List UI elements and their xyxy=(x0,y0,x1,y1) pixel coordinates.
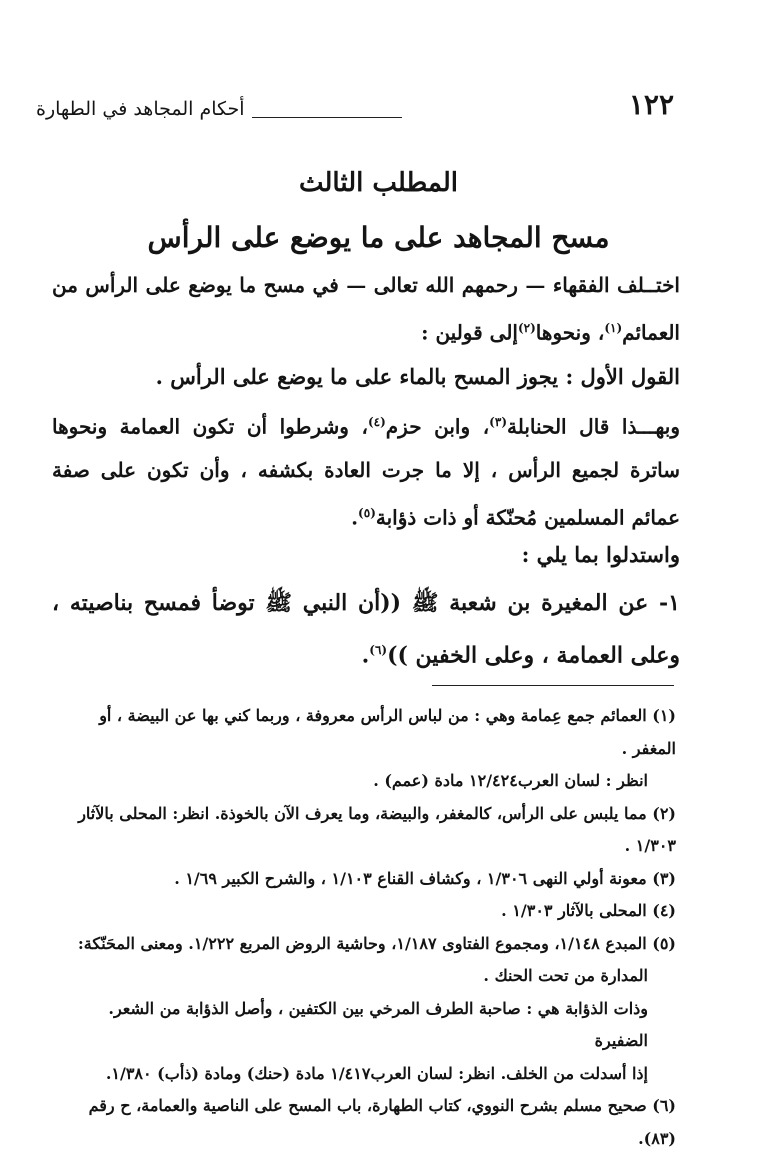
footnote-ref-3: (٣) xyxy=(489,415,507,429)
footnote-5-cont: المدارة من تحت الحنك . xyxy=(483,966,648,985)
paragraph-1-mid: ، ونحوها xyxy=(535,320,605,345)
section-label: المطلب الثالث xyxy=(298,168,459,198)
footnote-ref-6: (٦) xyxy=(369,643,388,657)
paragraph-3-d: . xyxy=(351,505,359,530)
paragraph-1-intro: اختــلف الفقهاء — رحمهم الله تعالى — في مسح ما يوضع على الرأس من العمائم xyxy=(52,273,680,345)
footnote-5-cont-3: إذا أسدلت من الخلف. انظر: لسان العرب١/٤١٧ مادة (حنك) ومادة (ذأب) ١/٣٨٠. xyxy=(105,1063,648,1083)
paragraph-4: واستدلوا بما يلي : xyxy=(521,542,680,567)
paragraph-3-a: وبهـــذا قال الحنابلة xyxy=(507,414,681,439)
paragraph-3 xyxy=(52,401,680,539)
page-header xyxy=(24,88,684,128)
paragraph-1 xyxy=(52,264,680,355)
footnote-6: (٦) صحيح مسلم بشرح النووي، كتاب الطهارة، باب المسح على الناصية والعمامة، ح رقم (٨٣). xyxy=(88,1096,676,1148)
section-title: مسح المجاهد على ما يوضع على الرأس xyxy=(147,221,610,254)
footnote-4: (٤) المحلى بالآثار ١/٣٠٣ . xyxy=(501,901,676,920)
footnote-3: (٣) معونة أولي النهى ١/٣٠٦ ، وكشاف القناع ١/١٠٣ ، والشرح الكبير ١/٦٩ . xyxy=(174,868,676,888)
footnote-rule xyxy=(432,685,674,686)
footnotes xyxy=(68,700,676,1155)
paragraph-2: القول الأول : يجوز المسح بالماء على ما يوضع على الرأس . xyxy=(155,364,680,389)
footnote-5: (٥) المبدع ١/١٤٨، ومجموع الفتاوى ١/١٨٧، وحاشية الروض المربع ١/٢٢٢. ومعنى المحَنّكة: xyxy=(77,933,676,953)
paragraph-5-a: ١- عن المغيرة بن شعبة ﷺ ((أن النبي ﷺ توضأ فمسح بناصيته ، وعلى العمامة ، وعلى الخفين )) xyxy=(52,590,680,669)
page-number: ١٢٢ xyxy=(628,88,674,121)
paragraph-3-b: ، وابن حزم xyxy=(385,414,490,439)
paragraph-3-c: ، وشرطوا أن تكون العمامة ونحوها ساترة لجميع الرأس ، إلا ما جرت العادة بكشفه ، وأن تكون على صفة عمائم المسلمين مُحنّكة أو ذات ذؤابة xyxy=(52,414,680,530)
footnote-2: (٢) مما يلبس على الرأس، كالمغفر، والبيضة، وما يعرف الآن بالخوذة. انظر: المحلى بالآثار ١/٣٠٣ . xyxy=(78,803,676,855)
header-rule xyxy=(252,117,402,118)
paragraph-5 xyxy=(52,580,680,679)
running-title: أحكام المجاهد في الطهارة xyxy=(36,98,245,120)
footnote-ref-1: (١) xyxy=(604,321,623,335)
footnote-ref-5: (٥) xyxy=(358,505,376,520)
footnote-1: (١) العمائم جمع عِمامة وهي : من لباس الرأس معروفة ، وربما كني بها عن البيضة ، أو المغفر . xyxy=(99,706,676,758)
footnote-1-cont: انظر : لسان العرب١٢/٤٢٤ مادة (عمم) . xyxy=(373,771,648,790)
footnote-ref-4: (٤) xyxy=(367,415,386,429)
footnote-5-cont-2: وذات الذؤابة هي : صاحبة الطرف المرخي بين الكتفين ، وأصل الذؤابة من الشعر. الضفيرة xyxy=(108,998,648,1050)
footnote-ref-2: (٢) xyxy=(517,321,536,335)
paragraph-1-end: إلى قولين : xyxy=(421,320,518,345)
paragraph-5-b: . xyxy=(361,642,370,669)
